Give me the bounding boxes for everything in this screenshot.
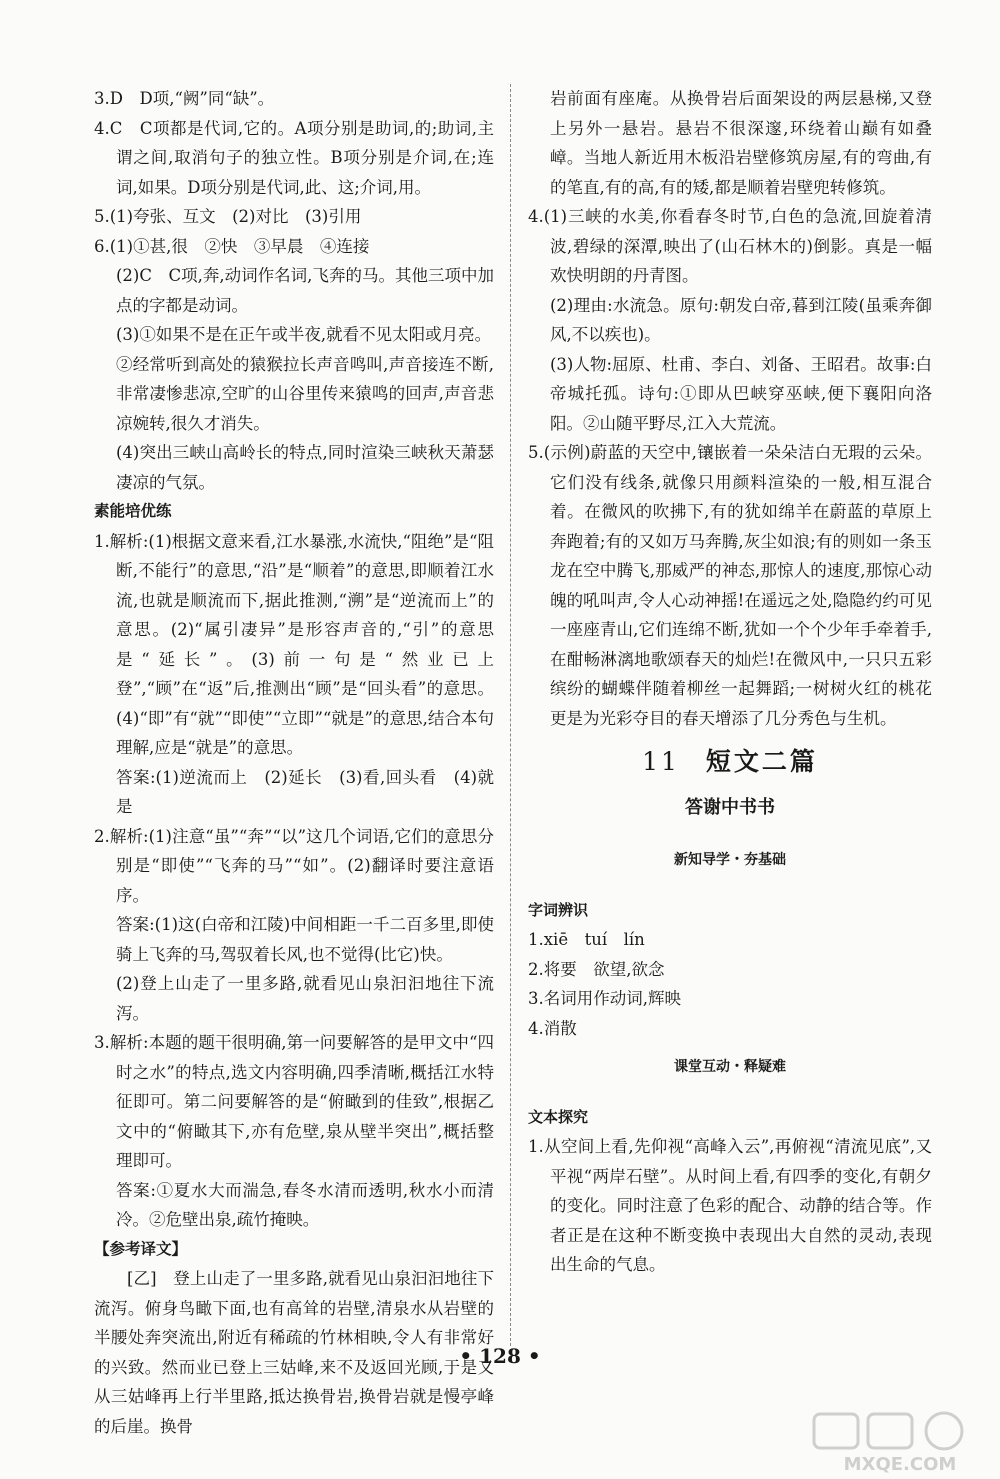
section-title	[528, 747, 932, 777]
label-vocab: 字词辨识	[528, 900, 589, 919]
answer-paragraph: 答案:(1)这(白帝和江陵)中间相距一千二百多里,即使骑上飞奔的马,驾驭着长风,也不觉得(比它)快。	[116, 915, 494, 964]
answer-paragraph: 【参考译文】	[94, 1239, 188, 1258]
section-number: 11	[642, 747, 680, 776]
vocab-item: 4.消散	[528, 1018, 577, 1038]
answer-paragraph: (3)人物:屈原、杜甫、李白、刘备、王昭君。故事:白帝城托孤。诗句:①即从巴峡穿巫峡,便下襄阳向洛阳。②山随平野尽,江入大荒流。	[550, 354, 932, 433]
vocab-item: 2.将要 欲望,欲念	[528, 959, 665, 979]
answer-paragraph: 3.D D项,“阙”同“缺”。	[94, 89, 275, 108]
band-heading-2: 课堂互动・释疑难	[674, 1059, 786, 1075]
vocab-item: 1.xiē tuí lín	[528, 930, 645, 949]
answer-paragraph: 6.(1)①甚,很 ②快 ③早晨 ④连接	[94, 236, 370, 256]
answer-paragraph: 答案:(1)逆流而上 (2)延长 (3)看,回头看 (4)就是	[116, 767, 494, 816]
section-name: 短文二篇	[705, 747, 818, 776]
vocab-item: 3.名词用作动词,辉映	[528, 989, 681, 1008]
page-number: • 128 •	[459, 1344, 541, 1368]
answer-paragraph: 素能培优练	[94, 502, 172, 520]
answer-paragraph: 1.解析:(1)根据文意来看,江水暴涨,水流快,“阻绝”是“阻断,不能行”的意思,“沿”是“顺着”的意思,即顺着江水流,也就是顺流而下,据此推测,“溯”是“逆流而上”的意思。(2)“属引凄异”是形容声音的,“引”的意思是“延长”。(3)前一句是“然业已上登”,“顾”在“返”后,推测出“顾”是“回头看”的意思。(4)“即”有“就”“即使”“立即”“就是”的意思,结合本句理解,应是“就是”的意思。	[94, 531, 494, 757]
column-divider	[510, 84, 511, 1346]
left-column	[94, 84, 494, 1441]
explore-item: 1.从空间上看,先仰视“高峰入云”,再俯视“清流见底”,又平视“两岸石壁”。从时间上看,有四季的变化,有朝夕的变化。同时注意了色彩的配合、动静的结合等。作者正是在这种不断变换中表现出大自然的灵动,表现出生命的气息。	[528, 1137, 932, 1274]
answer-paragraph: 5.(1)夸张、互文 (2)对比 (3)引用	[94, 207, 362, 226]
answer-paragraph: 2.解析:(1)注意“虽”“奔”“以”这几个词语,它们的意思分别是“即使”“飞奔的马”“如”。(2)翻译时要注意语序。	[94, 826, 494, 905]
answer-paragraph: (4)突出三峡山高岭长的特点,同时渲染三峡秋天萧瑟凄凉的气氛。	[116, 443, 494, 492]
svg-text:MXQE.COM: MXQE.COM	[843, 1454, 957, 1475]
answer-paragraph: 3.解析:本题的题干很明确,第一问要解答的是甲文中“四时之水”的特点,选文内容明确,四季清晰,概括江水特征即可。第二问要解答的是“俯瞰到的佳致”,根据乙文中的“俯瞰其下,亦有危壁,泉从壁半突出”,概括整理即可。	[94, 1033, 494, 1170]
vocab-list	[528, 925, 932, 1043]
watermark-logo	[810, 1410, 990, 1476]
right-column	[528, 84, 932, 1280]
answer-paragraph: (2)登上山走了一里多路,就看见山泉汩汩地往下流泻。	[116, 974, 494, 1023]
answer-paragraph: (2)理由:水流急。原句:朝发白帝,暮到江陵(虽乘奔御风,不以疾也)。	[550, 295, 932, 344]
answer-paragraph: 5.(示例)蔚蓝的天空中,镶嵌着一朵朵洁白无瑕的云朵。它们没有线条,就像只用颜料渲染的一般,相互混合着。在微风的吹拂下,有的犹如绵羊在蔚蓝的草原上奔跑着;有的又如万马奔腾,灰尘如浪;有的则如一条玉龙在空中腾飞,那威严的神态,那惊人的速度,那惊心动魄的吼叫声,令人心动神摇!在遥远之处,隐隐约约可见一座座青山,它们连绵不断,犹如一个个少年手牵着手,在酣畅淋漓地歌颂春天的灿烂!在微风中,一只只五彩缤纷的蝴蝶伴随着柳丝一起舞蹈;一树树火红的桃花更是为光彩夺目的春天增添了几分秀色与生机。	[528, 443, 932, 728]
answer-paragraph: (3)①如果不是在正午或半夜,就看不见太阳或月亮。	[116, 325, 492, 344]
answer-paragraph: 答案:①夏水大而湍急,春冬水清而透明,秋水小而清冷。②危壁出泉,疏竹掩映。	[116, 1180, 494, 1229]
explore-list	[528, 1132, 932, 1280]
right-answers	[528, 84, 932, 733]
band-heading-1: 新知导学・夯基础	[674, 852, 786, 868]
lesson-title: 答谢中书书	[685, 796, 775, 818]
answer-paragraph: 4.C C项都是代词,它的。A项分别是助词,的;助词,主谓之间,取消句子的独立性。B项分别是介词,在;连词,如果。D项分别是代词,此、这;介词,用。	[94, 118, 494, 197]
answer-paragraph: [乙] 登上山走了一里多路,就看见山泉汩汩地往下流泻。俯身鸟瞰下面,也有高耸的岩壁,清泉水从岩壁的半腰处奔突流出,附近有稀疏的竹林相映,令人有非常好的兴致。然而业已登上三姑峰,来不及返回光顾,于是又从三姑峰再上行半里路,抵达换骨岩,换骨岩就是慢亭峰的后崖。换骨	[94, 1269, 494, 1436]
label-explore: 文本探究	[528, 1107, 589, 1126]
answer-paragraph: 岩前面有座庵。从换骨岩后面架设的两层悬梯,又登上另外一悬岩。悬岩不很深邃,环绕着山巅有如叠嶂。当地人新近用木板沿岩壁修筑房屋,有的弯曲,有的笔直,有的高,有的矮,都是顺着岩壁兜转修筑。	[550, 89, 932, 197]
answer-paragraph: (2)C C项,奔,动词作名词,飞奔的马。其他三项中加点的字都是动词。	[116, 266, 494, 315]
answer-paragraph: 4.(1)三峡的水美,你看春冬时节,白色的急流,回旋着清波,碧绿的深潭,映出了(山石林木的)倒影。真是一幅欢快明朗的丹青图。	[528, 207, 932, 285]
answer-paragraph: ②经常听到高处的猿猴拉长声音鸣叫,声音接连不断,非常凄惨悲凉,空旷的山谷里传来猿鸣的回声,声音悲凉婉转,很久才消失。	[116, 354, 494, 433]
